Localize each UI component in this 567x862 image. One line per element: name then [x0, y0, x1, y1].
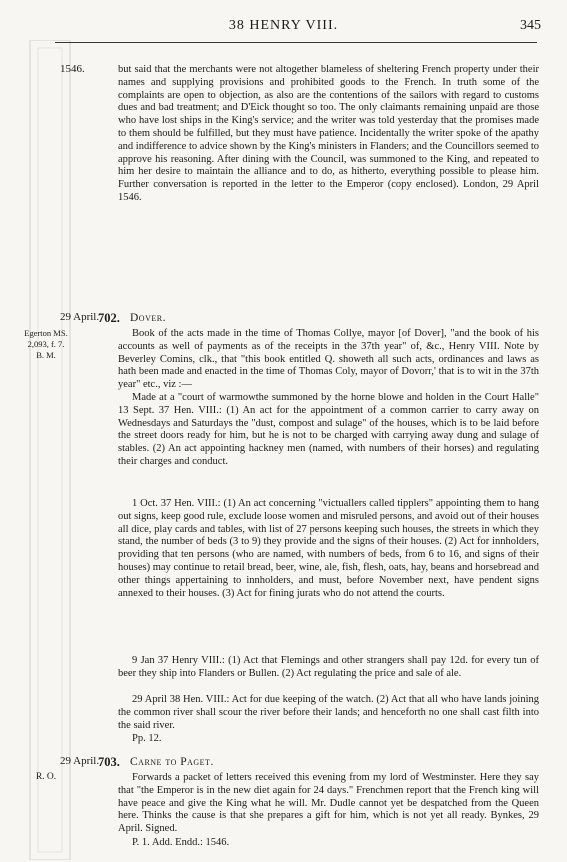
running-header-title: 38 HENRY VIII.: [228, 18, 339, 33]
entry-702-number: 702.: [98, 311, 120, 325]
entry-702-paragraph-2: Made at a "court of warmowthe summoned by the horne blowe and holden in the Court Halle" 13 Sept. 37 Hen. VIII.: (1) An act for the appointment of a common carrier to carry away on Wednesdays and Saturdays the "dust, compost and sulage" of the houses, which is to be laid before the street doors ready for him, but he is not to be charged with carrying away dung and sulage of stables. (2) An act appointing hackney men (named, with numbers of their horses) and regulating their charges and conduct.: [118, 392, 539, 467]
entry-703-number: 703.: [98, 755, 120, 769]
entry-703-title: Carne to Paget.: [130, 756, 214, 768]
entry-702-paragraph-1: Book of the acts made in the time of Thomas Collye, mayor [of Dover], "and the book of his accounts as well of payments as of the receipts in the 37th year" of, &c., Henry VIII. Note by Beverley Comins, clk., that "this book entitled Q. showeth all such acts, ordinances and laws as hath been made and enacted in the time of Thomas Coly, mayor of Dovorr,' that is to wit in the 37th year" etc., viz :—: [118, 328, 539, 391]
entry-702-paragraph-5: 29 April 38 Hen. VIII.: Act for due keeping of the watch. (2) Act that all who have lands joining the common river shall scour the river before their lands; and henceforth no one shall cast filth into the said river.: [118, 694, 539, 731]
entry-702-title: Dover.: [130, 312, 166, 324]
header-rule: [55, 42, 537, 43]
entry-703-date: 29 April.: [60, 755, 100, 767]
continuation-year: 1546.: [60, 63, 85, 75]
entry-702-source-line-3: B. M.: [36, 350, 56, 360]
entry-702-paragraph-3: 1 Oct. 37 Hen. VIII.: (1) An act concerning "victuallers called tipplers" appointing them to hang out signs, keep good rule, exclude loose women and misruled persons, and avoid out of their houses all dice, play cards and tables, with list of 27 persons keeping such houses, the streets in which they stand, the number of beds (3 to 9) they provide and the signs of their houses. (2) Act for innholders, providing that ten persons (who are named, with numbers of beds, from 6 to 16, and signs of their houses) may continue to retail bread, beer, wine, ale, fish, flesh, oats, hay, beans and horsebread and other things appertaining to innholders, and must, before November next, have pendent signs annexed to their houses. (3) Act for fining jurats who do not attend the courts.: [118, 498, 539, 599]
watermark-image: [20, 40, 80, 860]
entry-703-endorsement: P. 1. Add. Endd.: 1546.: [132, 837, 230, 848]
continuation-paragraph: but said that the merchants were not altogether blameless of sheltering French property under their names and supplying provisions and prohibited goods to the French. In truth some of the complaints are open to objection, as also are the contentions of the sailors with regard to customs dues and bad treatment; and D'Eick thought so too. The only claimants remaining unpaid are those who have lost ships in the King's service; and the writer was told yesterday that the promises made to them should be fulfilled, but they must have patience. Incidentally the writer spoke of the apathy and indifference to advice shown by the King's ministers in Flanders; and the Councillors seemed to approve his reasoning. After dining with the Council, was summoned to the King, and repeated to him her desire to maintain the alliance and to do, as hitherto, everything possible to please him. Further conversation is reported in the letter to the Emperor (copy enclosed). London, 29 April 1546.: [118, 64, 539, 203]
entry-703-paragraph: Forwards a packet of letters received this evening from my lord of Westminster. Here they say that "the Emperor is in the new diet again for 24 days." Frenchmen report that the French king will have peace and give the King what he will. Mr. Dudle cannot yet be despatched from the Queen here. Thinks the cause is that she prepares a gift for him, which is not yet all ready. Bynkes, 29 April. Signed.: [118, 772, 539, 835]
page-number: 345: [520, 18, 541, 33]
entry-702-source-line-1: Egerton MS.: [24, 328, 68, 338]
entry-703-source: R. O.: [35, 772, 57, 782]
entry-702-source-line-2: 2,093, f. 7.: [27, 339, 65, 349]
entry-702-date: 29 April.: [60, 311, 100, 323]
entry-702-paragraph-4: 9 Jan 37 Henry VIII.: (1) Act that Flemings and other strangers shall pay 12d. for every tun of beer they ship into Flanders or Bullen. (2) Act regulating the price and sale of ale.: [118, 655, 539, 679]
entry-702-page-count: Pp. 12.: [132, 733, 162, 744]
